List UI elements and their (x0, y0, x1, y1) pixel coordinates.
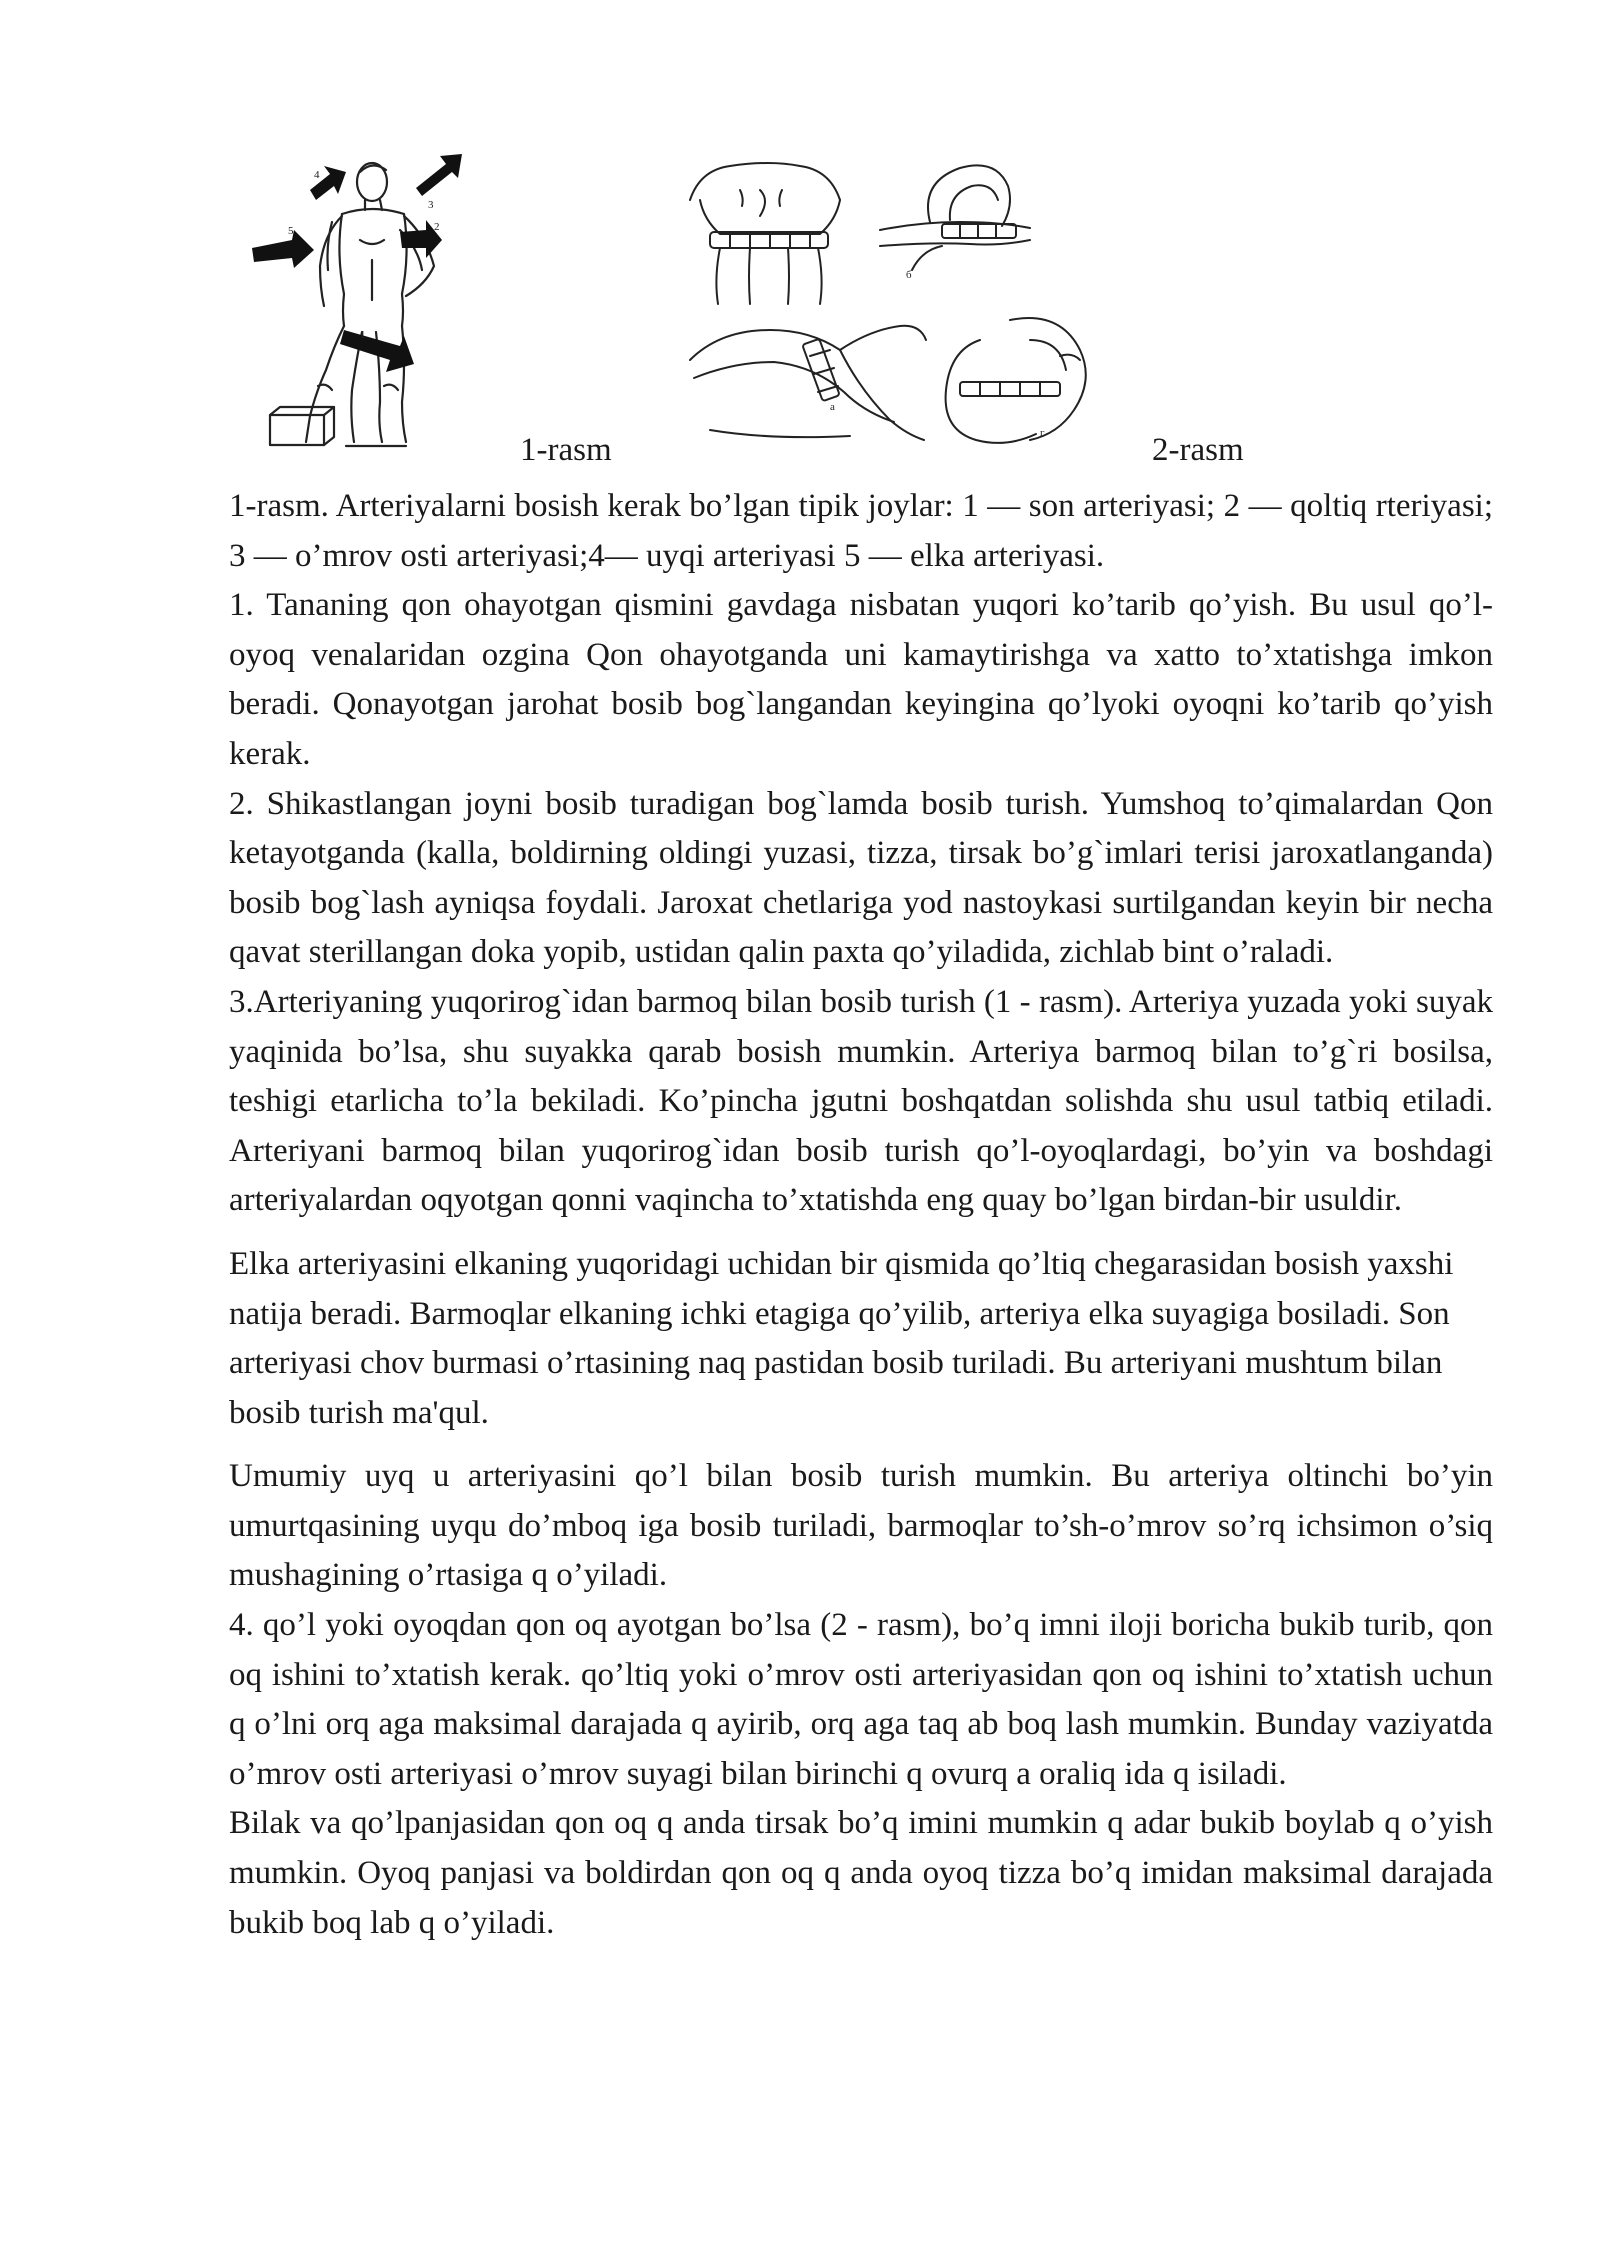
svg-text:1: 1 (360, 329, 366, 341)
svg-text:3: 3 (428, 199, 434, 211)
figure-legend-paragraph: 1-rasm. Arteriyalarni bosish kerak bo’lgan tipik joylar: 1 — son arteriyasi; 2 — qoltiq rteriyasi; 3 — o’mrov osti arteriyasi;4— uyqi arteriyasi 5 — elka arteriyasi. (229, 488, 1493, 574)
paragraph-1: 1. Tananing qon ohayotgan qismini gavdaga nisbatan yuqori ko’tarib qo’yish. Bu usul qo’l-oyoq venalaridan ozgina Qon ohayotganda uni kamaytirishga va xatto to’xtatishga imkon beradi. Qonayotgan jarohat bosib bog`langandan keyingina qo’lyoki oyoqni ko’tarib qo’yish kerak. (229, 587, 1493, 772)
paragraph-bilak: Bilak va qo’lpanjasidan qon oq q anda tirsak bo’q imini mumkin q adar bukib boylab q o’yish mumkin. Oyoq panjasi va boldirdan qon oq q anda oyoq tizza bo’q imidan maksimal darajada bukib boq lab q o’yiladi. (229, 1805, 1493, 1941)
limb-flexion-figures (680, 160, 1120, 450)
svg-text:5: 5 (288, 225, 294, 237)
body-text (229, 482, 1493, 1948)
figures-row (250, 150, 1130, 450)
svg-text:а: а (830, 401, 835, 413)
figure-2-caption: 2-rasm (1152, 432, 1244, 468)
svg-text:г: г (1040, 427, 1045, 439)
paragraph-2: 2. Shikastlangan joyni bosib turadigan bog`lamda bosib turish. Yumshoq to’qimalardan Qon ketayotganda (kalla, boldirning oldingi yuzasi, tizza, tirsak bo’g`imlari terisi jaroxatlanganda) bosib bog`lash ayniqsa foydali. Jaroxat chetlariga yod nastoykasi surtilgandan keyin bir necha qavat sterillangan doka yopib, ustidan qalin paxta qo’yiladida, zichlab bint o’raladi. (229, 785, 1493, 971)
paragraph-4: 4. qo’l yoki oyoqdan qon oq ayotgan bo’lsa (2 - rasm), bo’q imni iloji boricha bukib turib, qon oq ishini to’xtatish kerak. qo’ltiq yoki o’mrov osti arteriyasidan qon oq ishini to’xtatish uchun q o’lni orq aga maksimal darajada q ayirib, orq aga taq ab boq lash mumkin. Bunday vaziyatda o’mrov osti arteriyasi o’mrov suyagi bilan birinchi q ovurq a oraliq ida q isiladi. (229, 1607, 1493, 1792)
pressure-points-figure (250, 150, 490, 450)
svg-text:4: 4 (314, 169, 320, 181)
figure-1-caption: 1-rasm (520, 432, 612, 468)
paragraph-elka: Elka arteriyasini elkaning yuqoridagi uchidan bir qismida qo’ltiq chegarasidan bosish yaxshi natija beradi. Barmoqlar elkaning ichki etagiga qo’yilib, arteriya elka suyagiga bosiladi. Son arteriyasi chov burmasi o’rtasining naq pastidan bosib turiladi. Bu arteriyani mushtum bilan bosib turish ma'qul. (229, 1245, 1454, 1431)
svg-text:2: 2 (434, 221, 440, 233)
paragraph-3: 3.Arteriyaning yuqorirog`idan barmoq bilan bosib turish (1 - rasm). Arteriya yuzada yoki suyak yaqinida bo’lsa, shu suyakka qarab bosish mumkin. Arteriya barmoq bilan to’g`ri bosilsa, teshigi etarlicha to’la bekiladi. Ko’pincha jgutni boshqatdan solishda shu usul tatbiq etiladi. Arteriyani barmoq bilan yuqorirog`idan bosib turish qo’l-oyoqlardagi, bo’yin va boshdagi arteriyalardan oqyotgan qonni vaqincha to’xtatishda eng quay bo’lgan birdan-bir usuldir. (229, 983, 1493, 1219)
svg-text:б: б (906, 269, 912, 281)
figure-captions (0, 432, 1600, 472)
paragraph-uyqu: Umumiy uyq u arteriyasini qo’l bilan bosib turish mumkin. Bu arteriya oltinchi bo’yin umurtqasining uyqu do’mboq iga bosib turiladi, barmoqlar to’sh-o’mrov so’rq ichsimon o’siq mushagining o’rtasiga q o’yiladi. (229, 1458, 1493, 1594)
